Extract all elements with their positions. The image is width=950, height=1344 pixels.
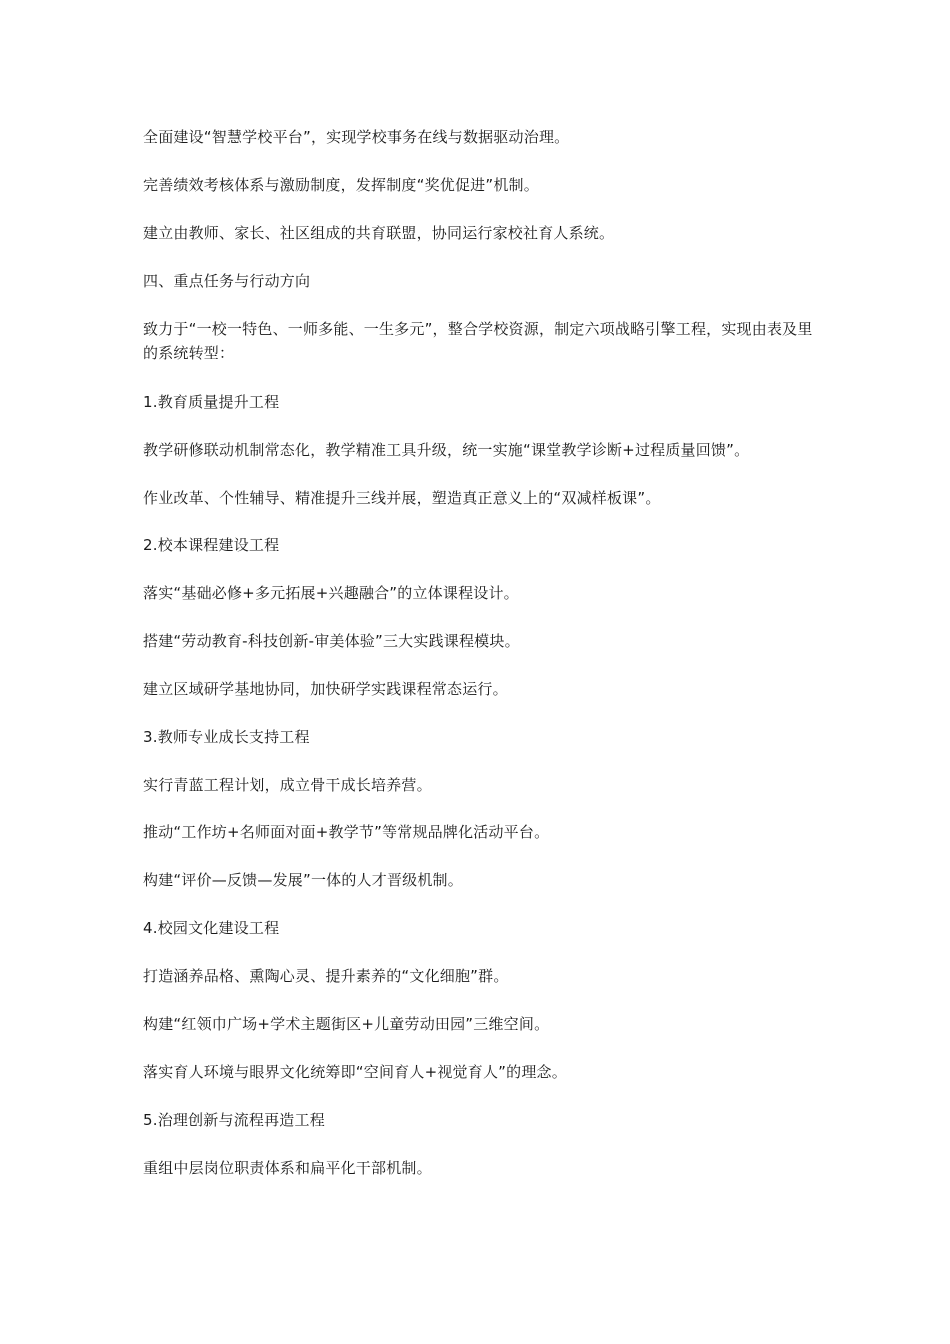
paragraph-performance: 完善绩效考核体系与激励制度，发挥制度“奖优促进”机制。 xyxy=(143,176,539,194)
paragraph-2c: 建立区域研学基地协同，加快研学实践课程常态运行。 xyxy=(143,680,508,698)
paragraph-1b: 作业改革、个性辅导、精准提升三线并展，塑造真正意义上的“双减样板课”。 xyxy=(143,489,661,507)
paragraph-4a: 打造涵养品格、熏陶心灵、提升素养的“文化细胞”群。 xyxy=(143,967,509,985)
paragraph-3b: 推动“工作坊+名师面对面+教学节”等常规品牌化活动平台。 xyxy=(143,823,550,841)
paragraph-smart-school: 全面建设“智慧学校平台”，实现学校事务在线与数据驱动治理。 xyxy=(143,128,570,146)
section-heading-4: 四、重点任务与行动方向 xyxy=(143,272,311,290)
subheading-2: 2.校本课程建设工程 xyxy=(143,536,280,554)
paragraph-4c: 落实育人环境与眼界文化统筹即“空间育人+视觉育人”的理念。 xyxy=(143,1063,567,1081)
paragraph-4b: 构建“红领巾广场+学术主题街区+儿童劳动田园”三维空间。 xyxy=(143,1015,550,1033)
paragraph-2a: 落实“基础必修+多元拓展+兴趣融合”的立体课程设计。 xyxy=(143,584,519,602)
subheading-3: 3.教师专业成长支持工程 xyxy=(143,728,310,746)
paragraph-alliance: 建立由教师、家长、社区组成的共育联盟，协同运行家校社育人系统。 xyxy=(143,224,615,242)
subheading-4: 4.校园文化建设工程 xyxy=(143,919,280,937)
subheading-1: 1.教育质量提升工程 xyxy=(143,393,280,411)
paragraph-1a: 教学研修联动机制常态化，教学精准工具升级，统一实施“课堂教学诊断+过程质量回馈”。 xyxy=(143,441,750,459)
paragraph-intro: 致力于“一校一特色、一师多能、一生多元”，整合学校资源，制定六项战略引擎工程，实现由表及里的系统转型： xyxy=(143,320,813,362)
paragraph-5a: 重组中层岗位职责体系和扁平化干部机制。 xyxy=(143,1159,432,1177)
paragraph-3a: 实行青蓝工程计划，成立骨干成长培养营。 xyxy=(143,776,432,794)
subheading-5: 5.治理创新与流程再造工程 xyxy=(143,1111,325,1129)
paragraph-3c: 构建“评价—反馈—发展”一体的人才晋级机制。 xyxy=(143,871,463,889)
paragraph-2b: 搭建“劳动教育-科技创新-审美体验”三大实践课程模块。 xyxy=(143,632,520,650)
